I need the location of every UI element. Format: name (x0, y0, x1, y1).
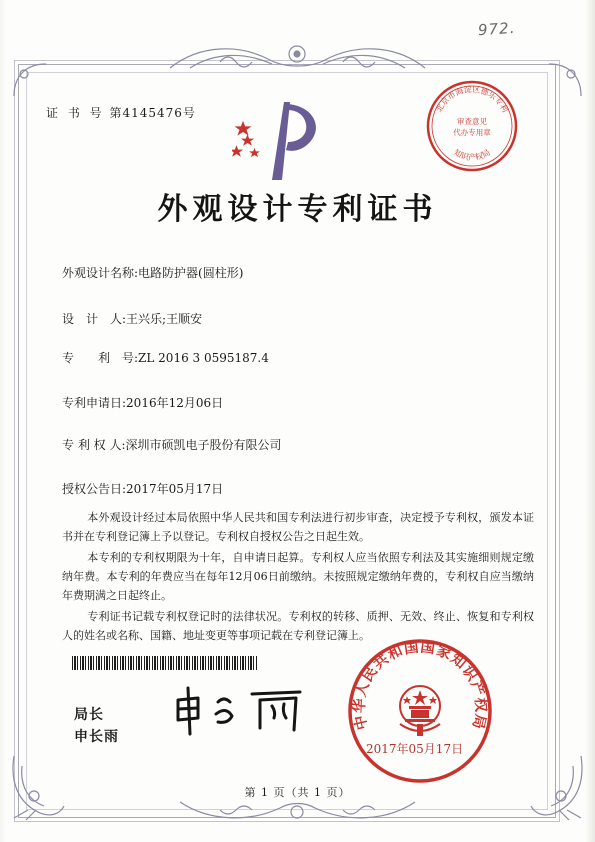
national-emblem (400, 686, 440, 736)
field-value: ZL 2016 3 0595187.4 (138, 351, 269, 365)
field-filing-date (62, 394, 223, 411)
agency-stamp-inner-text: 审查意见 (457, 117, 487, 126)
body-paragraph-2: 本专利的专利权期限为十年，自申请日起算。专利权人应当依照专利法及其实施细则规定缴纳年费。本专利的年费应当在每年12月06日前缴纳。未按照规定缴纳年费的，专利权自应当缴纳年费期满之日起终止。 (62, 551, 534, 602)
field-design-name (62, 264, 243, 281)
certificate-number-value: 第4145476号 (109, 106, 196, 120)
field-label: 专 利 号: (62, 351, 139, 365)
handwritten-note: 972. (477, 18, 516, 40)
corner-ornament-tl (10, 60, 50, 100)
cnipa-logo (232, 96, 324, 184)
signatory-title: 局长 (74, 707, 104, 723)
field-value: 2017年05月17日 (126, 482, 224, 496)
field-patent-number (62, 349, 269, 366)
field-patentee (62, 436, 282, 453)
corner-ornament-tr (545, 60, 585, 100)
certificate-body (62, 508, 534, 647)
seal-date: 2017年05月17日 (366, 742, 464, 756)
agency-stamp-bottom-text: 知识产权局 (452, 147, 492, 162)
page-footer: 第 1 页（共 1 页） (244, 786, 351, 799)
page-title: 外观设计专利证书 (157, 192, 438, 227)
barcode (72, 656, 258, 670)
top-ornament (160, 40, 435, 74)
field-value: 电路防护器(圆柱形) (138, 266, 244, 280)
agency-stamp-sub-text: 代办专用章 (453, 128, 491, 137)
field-value: 2016年12月06日 (126, 396, 224, 410)
field-label: 专 利 权 人: (62, 438, 126, 452)
field-grant-date (62, 480, 223, 497)
bottom-ornament (170, 796, 425, 826)
body-paragraph-1: 本外观设计经过本局依照中华人民共和国专利法进行初步审查，决定授予专利权，颁发本证书并在专利登记簿上予以登记。专利权自授权公告之日起生效。 (62, 511, 534, 543)
body-paragraph-3: 专利证书记载专利权登记时的法律状况。专利权的转移、质押、无效、终止、恢复和专利权人的姓名或名称、国籍、地址变更等事项记载在专利登记簿上。 (62, 610, 534, 642)
signatory-name: 申长雨 (74, 729, 119, 745)
certificate-number-label: 证 书 号 (46, 106, 105, 120)
handwritten-signature (168, 684, 308, 736)
certificate-number (46, 104, 196, 121)
field-value: 深圳市硕凯电子股份有限公司 (125, 438, 282, 452)
field-label: 专利申请日: (62, 396, 127, 410)
field-value: 王兴乐;王顺安 (126, 312, 203, 326)
official-seal-text: 中华人民共和国国家知识产权局 (350, 638, 490, 732)
official-seal (345, 636, 495, 786)
agency-stamp-outer-text: 北京市海淀区德乐专利 (434, 84, 510, 114)
field-label: 授权公告日: (62, 482, 127, 496)
field-label: 设 计 人: (62, 312, 127, 326)
field-designer (62, 310, 202, 327)
agency-stamp (424, 78, 520, 174)
field-label: 外观设计名称: (62, 266, 139, 280)
